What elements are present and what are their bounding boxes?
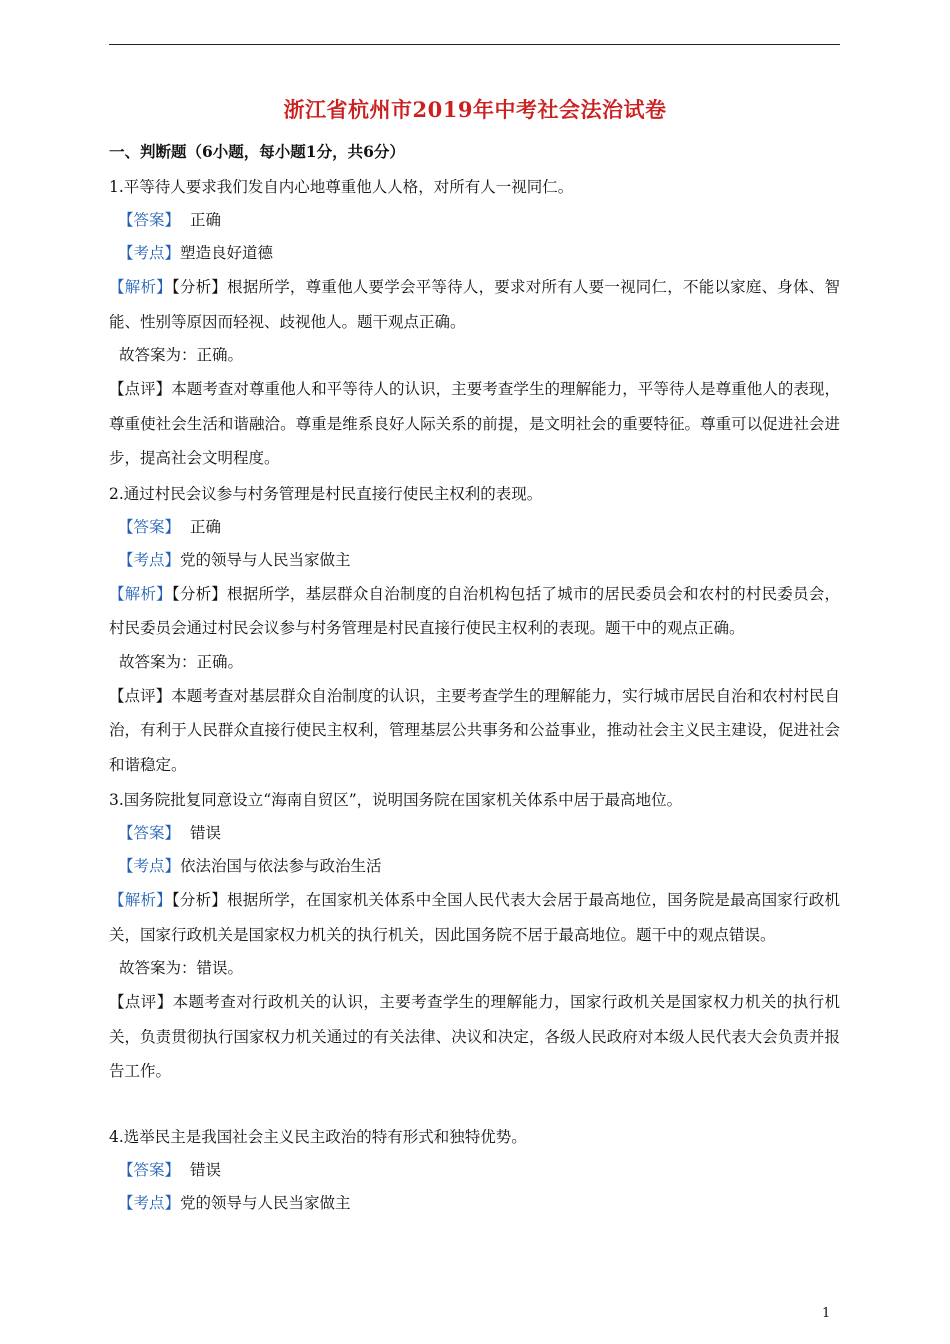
answer-label: 【答案】 xyxy=(118,824,181,842)
analysis-3 xyxy=(109,883,840,952)
comment-2 xyxy=(109,679,840,783)
answer-value: 正确 xyxy=(190,211,222,229)
page-title: 浙江省杭州市2019年中考社会法治试卷 xyxy=(283,97,667,122)
answer-line-1 xyxy=(109,204,840,237)
comment-1 xyxy=(109,372,840,476)
comment-text: 本题考查对行政机关的认识，主要考查学生的理解能力，国家行政机关是国家权力机关的执行机关，负责贯彻执行国家权力机关通过的有关法律、决议和决定，各级人民政府对本级人民代表大会负责并报告工作。 xyxy=(109,993,840,1080)
topic-value: 党的领导与人民当家做主 xyxy=(180,550,351,569)
topic-line-2 xyxy=(109,544,840,577)
comment-text: 本题考查对尊重他人和平等待人的认识，主要考查学生的理解能力，平等待人是尊重他人的表现，尊重使社会生活和谐融洽。尊重是维系良好人际关系的前提，是文明社会的重要特征。尊重可以促进社会进步，提高社会文明程度。 xyxy=(109,380,840,467)
answer-line-3 xyxy=(109,817,840,850)
topic-label: 【考点】 xyxy=(118,857,181,875)
analysis-label: 【解析】 xyxy=(109,584,172,603)
comment-label: 【点评】 xyxy=(109,686,172,705)
page-number: 1 xyxy=(822,1306,831,1321)
conclusion-3: 故答案为：错误。 xyxy=(119,959,244,977)
comment-3 xyxy=(109,985,840,1089)
answer-value: 错误 xyxy=(190,1160,222,1179)
question-2: 2.通过村民会议参与村务管理是村民直接行使民主权利的表现。 xyxy=(109,484,543,503)
analysis-label: 【解析】 xyxy=(109,278,172,296)
topic-line-1 xyxy=(109,237,840,270)
topic-label: 【考点】 xyxy=(118,1193,181,1212)
question-4: 4.选举民主是我国社会主义民主政治的特有形式和独特优势。 xyxy=(109,1127,527,1146)
topic-line-3 xyxy=(109,850,840,883)
answer-value: 错误 xyxy=(190,824,222,842)
answer-value: 正确 xyxy=(190,517,222,536)
topic-label: 【考点】 xyxy=(118,550,181,569)
answer-label: 【答案】 xyxy=(118,1160,181,1179)
topic-line-4 xyxy=(109,1187,840,1220)
answer-line-2 xyxy=(109,511,840,544)
document-body xyxy=(109,135,840,1220)
topic-value: 依法治国与依法参与政治生活 xyxy=(180,857,382,875)
comment-text: 本题考查对基层群众自治制度的认识，主要考查学生的理解能力，实行城市居民自治和农村村民自治，有利于人民群众直接行使民主权利，管理基层公共事务和公益事业，推动社会主义民主建设，促进社会和谐稳定。 xyxy=(109,686,840,774)
comment-label: 【点评】 xyxy=(109,380,172,398)
question-1: 1.平等待人要求我们发自内心地尊重他人人格，对所有人一视同仁。 xyxy=(109,178,574,196)
analysis-text: 【分析】根据所学，在国家机关体系中全国人民代表大会居于最高地位，国务院是最高国家行政机关，国家行政机关是国家权力机关的执行机关，因此国务院不居于最高地位。题干中的观点错误。 xyxy=(109,891,840,944)
answer-line-4 xyxy=(109,1154,840,1187)
header-rule xyxy=(109,44,840,45)
answer-label: 【答案】 xyxy=(118,211,181,229)
topic-label: 【考点】 xyxy=(118,244,181,262)
analysis-1 xyxy=(109,270,840,339)
analysis-text: 【分析】根据所学，基层群众自治制度的自治机构包括了城市的居民委员会和农村的村民委员会，村民委员会通过村民会议参与村务管理是村民直接行使民主权利的表现。题干中的观点正确。 xyxy=(109,584,840,637)
question-3: 3.国务院批复同意设立“海南自贸区”，说明国务院在国家机关体系中居于最高地位。 xyxy=(109,791,683,809)
section-heading: 一、判断题（6小题，每小题1分，共6分） xyxy=(109,142,405,161)
topic-value: 党的领导与人民当家做主 xyxy=(180,1193,351,1212)
analysis-label: 【解析】 xyxy=(109,891,172,909)
topic-value: 塑造良好道德 xyxy=(180,244,274,262)
answer-label: 【答案】 xyxy=(118,517,181,536)
blank-gap xyxy=(109,1089,840,1119)
analysis-2 xyxy=(109,577,840,646)
conclusion-2: 故答案为：正确。 xyxy=(119,652,244,671)
conclusion-1: 故答案为：正确。 xyxy=(119,346,244,364)
analysis-text: 【分析】根据所学，尊重他人要学会平等待人，要求对所有人要一视同仁，不能以家庭、身体、智能、性别等原因而轻视、歧视他人。题干观点正确。 xyxy=(109,278,840,331)
comment-label: 【点评】 xyxy=(109,993,173,1011)
